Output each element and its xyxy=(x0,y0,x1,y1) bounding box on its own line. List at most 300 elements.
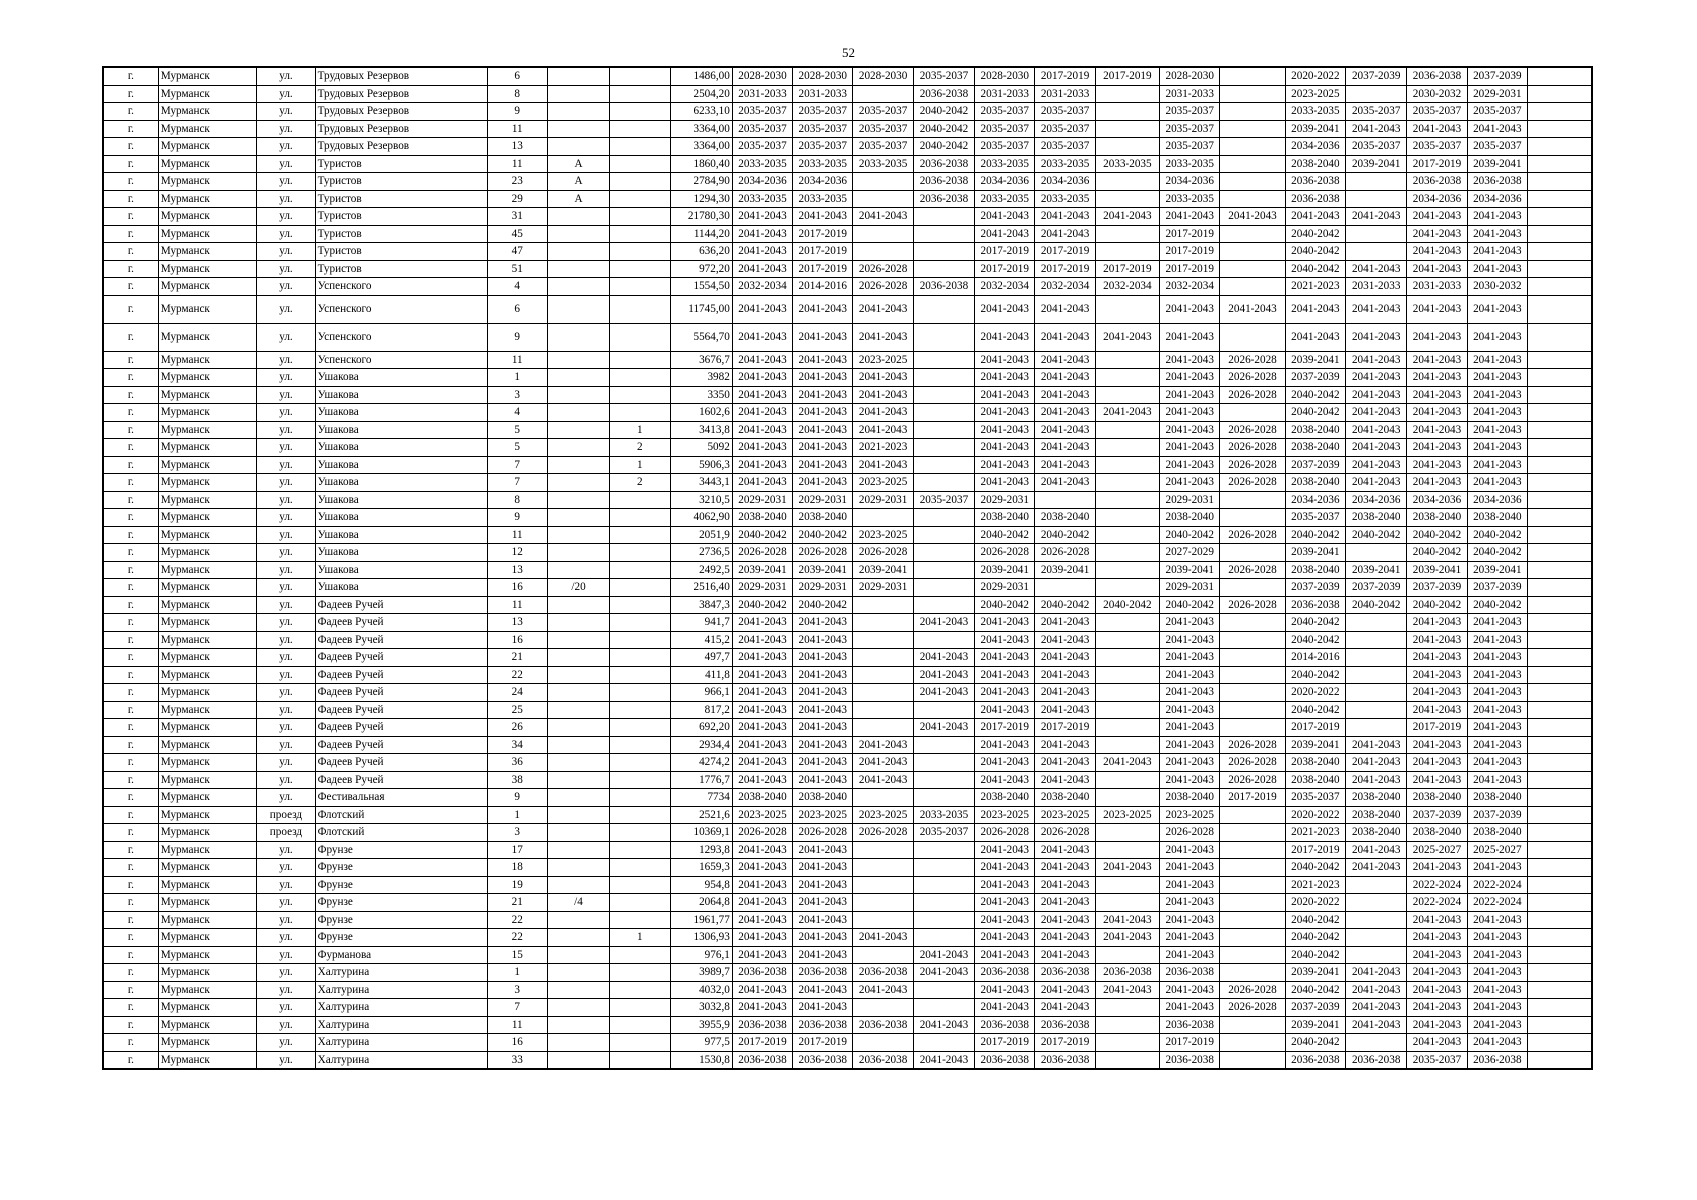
repair-period-cell: 2041-2043 xyxy=(975,295,1035,323)
repair-period-cell: 2041-2043 xyxy=(1407,225,1467,243)
repair-period-cell xyxy=(1220,323,1285,351)
repair-period-cell xyxy=(1220,666,1285,684)
repair-period-cell: 2020-2022 xyxy=(1285,894,1345,912)
house-letter-cell: А xyxy=(547,173,609,191)
repair-period-cell: 2040-2042 xyxy=(1285,666,1345,684)
area-cell: 2504,20 xyxy=(670,85,732,103)
repair-period-cell: 2041-2043 xyxy=(1035,439,1095,457)
city-cell: Мурманск xyxy=(158,579,257,597)
repair-period-cell xyxy=(1220,173,1285,191)
repair-period-cell xyxy=(1220,85,1285,103)
repair-period-cell: 2041-2043 xyxy=(1095,404,1159,422)
street-type-cell: ул. xyxy=(257,859,315,877)
repair-period-cell: 2040-2042 xyxy=(1285,946,1345,964)
repair-period-cell xyxy=(1346,243,1407,261)
repair-period-cell: 2041-2043 xyxy=(1467,631,1527,649)
house-letter-cell xyxy=(547,295,609,323)
area-cell: 3982 xyxy=(670,369,732,387)
settlement-type-cell: г. xyxy=(103,824,158,842)
settlement-type-cell: г. xyxy=(103,295,158,323)
city-cell: Мурманск xyxy=(158,323,257,351)
settlement-type-cell: г. xyxy=(103,456,158,474)
house-number-cell: 3 xyxy=(487,981,547,999)
repair-period-cell: 2017-2019 xyxy=(1220,789,1285,807)
street-name-cell: Фрунзе xyxy=(315,929,487,947)
empty-cell xyxy=(1527,859,1592,877)
repair-period-cell xyxy=(853,894,913,912)
repair-period-cell: 2041-2043 xyxy=(1407,295,1467,323)
repair-period-cell: 2041-2043 xyxy=(853,369,913,387)
settlement-type-cell: г. xyxy=(103,894,158,912)
repair-period-cell: 2040-2042 xyxy=(1467,544,1527,562)
table-row xyxy=(103,404,1592,422)
repair-period-cell xyxy=(1095,841,1159,859)
house-number-cell: 6 xyxy=(487,67,547,85)
building-cell xyxy=(610,1051,670,1069)
repair-period-cell: 2041-2043 xyxy=(793,684,853,702)
repair-period-cell xyxy=(913,474,974,492)
house-number-cell: 11 xyxy=(487,120,547,138)
repair-period-cell: 2038-2040 xyxy=(1467,509,1527,527)
table-row xyxy=(103,806,1592,824)
settlement-type-cell: г. xyxy=(103,649,158,667)
repair-period-cell xyxy=(1346,929,1407,947)
repair-period-cell xyxy=(1220,225,1285,243)
repair-period-cell xyxy=(1095,894,1159,912)
repair-period-cell: 2041-2043 xyxy=(1407,771,1467,789)
building-cell xyxy=(610,260,670,278)
repair-period-cell xyxy=(1095,946,1159,964)
repair-period-cell: 2041-2043 xyxy=(1467,929,1527,947)
repair-period-cell: 2034-2036 xyxy=(1346,491,1407,509)
repair-period-cell: 2034-2036 xyxy=(1407,190,1467,208)
street-type-cell: ул. xyxy=(257,1034,315,1052)
house-number-cell: 21 xyxy=(487,894,547,912)
repair-period-cell: 2041-2043 xyxy=(1407,421,1467,439)
settlement-type-cell: г. xyxy=(103,841,158,859)
repair-period-cell: 2040-2042 xyxy=(1346,526,1407,544)
repair-period-cell: 2041-2043 xyxy=(975,369,1035,387)
street-type-cell: ул. xyxy=(257,964,315,982)
settlement-type-cell: г. xyxy=(103,701,158,719)
building-cell xyxy=(610,806,670,824)
street-type-cell: ул. xyxy=(257,456,315,474)
repair-period-cell xyxy=(1220,190,1285,208)
street-type-cell: ул. xyxy=(257,929,315,947)
repair-period-cell: 2017-2019 xyxy=(793,260,853,278)
empty-cell xyxy=(1527,173,1592,191)
street-name-cell: Успенского xyxy=(315,295,487,323)
street-name-cell: Туристов xyxy=(315,155,487,173)
repair-period-cell: 2041-2043 xyxy=(1160,876,1220,894)
repair-period-cell: 2041-2043 xyxy=(1346,120,1407,138)
house-letter-cell xyxy=(547,684,609,702)
empty-cell xyxy=(1527,999,1592,1017)
repair-period-cell: 2041-2043 xyxy=(1407,1016,1467,1034)
area-cell: 1776,7 xyxy=(670,771,732,789)
house-number-cell: 3 xyxy=(487,386,547,404)
repair-period-cell: 2041-2043 xyxy=(1160,911,1220,929)
repair-period-cell: 2036-2038 xyxy=(1035,1051,1095,1069)
repair-period-cell xyxy=(1220,278,1285,296)
repair-period-cell: 2041-2043 xyxy=(1467,614,1527,632)
empty-cell xyxy=(1527,295,1592,323)
repair-period-cell: 2041-2043 xyxy=(793,666,853,684)
repair-period-cell xyxy=(853,173,913,191)
settlement-type-cell: г. xyxy=(103,946,158,964)
house-letter-cell xyxy=(547,561,609,579)
settlement-type-cell: г. xyxy=(103,351,158,369)
repair-period-cell: 2041-2043 xyxy=(793,911,853,929)
repair-period-cell: 2035-2037 xyxy=(1285,789,1345,807)
building-cell xyxy=(610,173,670,191)
repair-period-cell xyxy=(1095,120,1159,138)
repair-period-cell: 2026-2028 xyxy=(853,544,913,562)
table-row xyxy=(103,666,1592,684)
repair-period-cell: 2041-2043 xyxy=(975,631,1035,649)
city-cell: Мурманск xyxy=(158,876,257,894)
empty-cell xyxy=(1527,649,1592,667)
repair-period-cell xyxy=(853,190,913,208)
house-letter-cell xyxy=(547,1051,609,1069)
street-name-cell: Фестивальная xyxy=(315,789,487,807)
repair-period-cell: 2017-2019 xyxy=(1095,260,1159,278)
repair-period-cell: 2039-2041 xyxy=(1285,1016,1345,1034)
repair-period-cell: 2014-2016 xyxy=(1285,649,1345,667)
street-type-cell: ул. xyxy=(257,155,315,173)
repair-period-cell: 2033-2035 xyxy=(1285,103,1345,121)
building-cell xyxy=(610,323,670,351)
repair-period-cell: 2028-2030 xyxy=(1160,67,1220,85)
street-name-cell: Туристов xyxy=(315,173,487,191)
city-cell: Мурманск xyxy=(158,103,257,121)
repair-period-cell: 2030-2032 xyxy=(1407,85,1467,103)
street-name-cell: Фадеев Ручей xyxy=(315,719,487,737)
repair-period-cell: 2021-2023 xyxy=(853,439,913,457)
street-name-cell: Ушакова xyxy=(315,404,487,422)
repair-period-cell: 2041-2043 xyxy=(975,841,1035,859)
house-letter-cell xyxy=(547,876,609,894)
settlement-type-cell: г. xyxy=(103,260,158,278)
repair-period-cell: 2035-2037 xyxy=(732,138,792,156)
repair-period-cell: 2023-2025 xyxy=(853,474,913,492)
repair-period-cell xyxy=(1095,85,1159,103)
city-cell: Мурманск xyxy=(158,155,257,173)
repair-period-cell: 2017-2019 xyxy=(1407,719,1467,737)
repair-period-cell: 2041-2043 xyxy=(793,351,853,369)
street-name-cell: Трудовых Резервов xyxy=(315,120,487,138)
table-row xyxy=(103,719,1592,737)
repair-period-cell: 2035-2037 xyxy=(1035,103,1095,121)
street-name-cell: Флотский xyxy=(315,824,487,842)
table-row xyxy=(103,736,1592,754)
table-row xyxy=(103,225,1592,243)
repair-period-cell: 2040-2042 xyxy=(1467,526,1527,544)
repair-period-cell: 2037-2039 xyxy=(1346,67,1407,85)
repair-period-cell: 2041-2043 xyxy=(1467,404,1527,422)
table-row xyxy=(103,351,1592,369)
repair-period-cell xyxy=(1035,491,1095,509)
repair-period-cell: 2017-2019 xyxy=(1095,67,1159,85)
repair-period-cell xyxy=(1220,876,1285,894)
repair-period-cell xyxy=(913,456,974,474)
repair-period-cell: 2040-2042 xyxy=(732,526,792,544)
repair-period-cell: 2041-2043 xyxy=(1407,386,1467,404)
repair-period-cell: 2041-2043 xyxy=(1467,911,1527,929)
repair-period-cell: 2041-2043 xyxy=(1346,386,1407,404)
settlement-type-cell: г. xyxy=(103,138,158,156)
repair-period-cell: 2038-2040 xyxy=(732,509,792,527)
repair-period-cell: 2041-2043 xyxy=(1346,323,1407,351)
street-type-cell: ул. xyxy=(257,404,315,422)
house-number-cell: 26 xyxy=(487,719,547,737)
area-cell: 2051,9 xyxy=(670,526,732,544)
house-letter-cell xyxy=(547,138,609,156)
house-letter-cell xyxy=(547,929,609,947)
repair-period-cell xyxy=(1220,701,1285,719)
house-number-cell: 33 xyxy=(487,1051,547,1069)
repair-period-cell: 2039-2041 xyxy=(1285,351,1345,369)
repair-period-cell: 2037-2039 xyxy=(1407,806,1467,824)
repair-period-cell: 2041-2043 xyxy=(1346,964,1407,982)
table-row xyxy=(103,824,1592,842)
street-name-cell: Трудовых Резервов xyxy=(315,85,487,103)
empty-cell xyxy=(1527,243,1592,261)
empty-cell xyxy=(1527,946,1592,964)
repair-period-cell: 2032-2034 xyxy=(1095,278,1159,296)
city-cell: Мурманск xyxy=(158,526,257,544)
repair-period-cell: 2021-2023 xyxy=(1285,278,1345,296)
house-number-cell: 11 xyxy=(487,351,547,369)
table-row xyxy=(103,614,1592,632)
area-cell: 1554,50 xyxy=(670,278,732,296)
house-letter-cell xyxy=(547,103,609,121)
repair-period-cell xyxy=(913,509,974,527)
repair-period-cell: 2041-2043 xyxy=(1467,208,1527,226)
area-cell: 954,8 xyxy=(670,876,732,894)
repair-period-cell: 2032-2034 xyxy=(732,278,792,296)
repair-period-cell: 2041-2043 xyxy=(1035,701,1095,719)
repair-period-cell xyxy=(1095,225,1159,243)
repair-period-cell xyxy=(1220,841,1285,859)
repair-period-cell: 2036-2038 xyxy=(913,190,974,208)
repair-period-cell xyxy=(853,841,913,859)
repair-period-cell: 2041-2043 xyxy=(1160,474,1220,492)
repair-period-cell: 2036-2038 xyxy=(853,964,913,982)
city-cell: Мурманск xyxy=(158,736,257,754)
settlement-type-cell: г. xyxy=(103,155,158,173)
repair-period-cell: 2023-2025 xyxy=(853,806,913,824)
city-cell: Мурманск xyxy=(158,190,257,208)
repair-period-cell: 2033-2035 xyxy=(975,155,1035,173)
area-cell: 3413,8 xyxy=(670,421,732,439)
repair-period-cell: 2041-2043 xyxy=(1346,369,1407,387)
house-number-cell: 9 xyxy=(487,509,547,527)
building-cell xyxy=(610,509,670,527)
settlement-type-cell: г. xyxy=(103,404,158,422)
area-cell: 3847,3 xyxy=(670,596,732,614)
house-letter-cell xyxy=(547,964,609,982)
house-number-cell: 21 xyxy=(487,649,547,667)
repair-period-cell: 2039-2041 xyxy=(1285,120,1345,138)
street-name-cell: Ушакова xyxy=(315,491,487,509)
street-type-cell: ул. xyxy=(257,1016,315,1034)
table-row xyxy=(103,754,1592,772)
repair-period-cell: 2041-2043 xyxy=(1346,771,1407,789)
repair-period-cell: 2029-2031 xyxy=(732,579,792,597)
repair-period-cell: 2041-2043 xyxy=(1160,771,1220,789)
house-letter-cell xyxy=(547,85,609,103)
building-cell xyxy=(610,859,670,877)
repair-period-cell: 2041-2043 xyxy=(793,841,853,859)
area-cell: 3210,5 xyxy=(670,491,732,509)
house-letter-cell xyxy=(547,544,609,562)
table-row xyxy=(103,120,1592,138)
area-cell: 2064,8 xyxy=(670,894,732,912)
repair-period-cell: 2035-2037 xyxy=(793,120,853,138)
building-cell xyxy=(610,138,670,156)
repair-period-cell: 2041-2043 xyxy=(732,631,792,649)
table-row xyxy=(103,474,1592,492)
empty-cell xyxy=(1527,155,1592,173)
repair-period-cell: 2041-2043 xyxy=(793,208,853,226)
repair-period-cell: 2038-2040 xyxy=(1346,806,1407,824)
repair-period-cell xyxy=(1095,701,1159,719)
repair-period-cell xyxy=(1220,824,1285,842)
repair-period-cell xyxy=(1346,544,1407,562)
repair-period-cell xyxy=(1095,295,1159,323)
repair-period-cell: 2041-2043 xyxy=(1407,614,1467,632)
repair-period-cell: 2041-2043 xyxy=(1160,841,1220,859)
street-name-cell: Ушакова xyxy=(315,386,487,404)
repair-period-cell: 2029-2031 xyxy=(732,491,792,509)
house-number-cell: 1 xyxy=(487,806,547,824)
street-type-cell: ул. xyxy=(257,544,315,562)
repair-period-cell xyxy=(913,859,974,877)
area-cell: 415,2 xyxy=(670,631,732,649)
repair-period-cell: 2036-2038 xyxy=(1035,964,1095,982)
house-letter-cell xyxy=(547,824,609,842)
empty-cell xyxy=(1527,806,1592,824)
settlement-type-cell: г. xyxy=(103,120,158,138)
repair-period-cell: 2041-2043 xyxy=(975,474,1035,492)
repair-period-cell xyxy=(1220,243,1285,261)
repair-period-cell: 2041-2043 xyxy=(975,225,1035,243)
table-row xyxy=(103,323,1592,351)
repair-period-cell: 2017-2019 xyxy=(975,1034,1035,1052)
house-number-cell: 7 xyxy=(487,474,547,492)
repair-period-cell: 2041-2043 xyxy=(853,754,913,772)
repair-period-cell: 2041-2043 xyxy=(853,736,913,754)
house-number-cell: 29 xyxy=(487,190,547,208)
repair-period-cell: 2017-2019 xyxy=(1160,1034,1220,1052)
repair-period-cell: 2035-2037 xyxy=(1160,120,1220,138)
repair-period-cell: 2037-2039 xyxy=(1346,579,1407,597)
city-cell: Мурманск xyxy=(158,474,257,492)
repair-period-cell: 2041-2043 xyxy=(1095,929,1159,947)
settlement-type-cell: г. xyxy=(103,67,158,85)
repair-period-cell: 2040-2042 xyxy=(975,526,1035,544)
street-type-cell: ул. xyxy=(257,701,315,719)
repair-period-cell: 2023-2025 xyxy=(975,806,1035,824)
house-letter-cell xyxy=(547,999,609,1017)
repair-period-cell: 2036-2038 xyxy=(793,1051,853,1069)
street-type-cell: ул. xyxy=(257,666,315,684)
repair-period-cell: 2041-2043 xyxy=(793,421,853,439)
repair-period-cell: 2041-2043 xyxy=(975,894,1035,912)
table-row xyxy=(103,1016,1592,1034)
repair-period-cell: 2041-2043 xyxy=(975,323,1035,351)
repair-period-cell: 2040-2042 xyxy=(975,596,1035,614)
house-letter-cell xyxy=(547,841,609,859)
repair-period-cell: 2041-2043 xyxy=(732,474,792,492)
repair-period-cell xyxy=(853,631,913,649)
house-number-cell: 51 xyxy=(487,260,547,278)
repair-period-cell: 2040-2042 xyxy=(1285,701,1345,719)
repair-period-cell: 2041-2043 xyxy=(1346,981,1407,999)
repair-period-cell: 2017-2019 xyxy=(1160,260,1220,278)
repair-period-cell: 2029-2031 xyxy=(1467,85,1527,103)
repair-period-cell: 2041-2043 xyxy=(853,981,913,999)
repair-period-cell: 2025-2027 xyxy=(1467,841,1527,859)
repair-period-cell: 2034-2036 xyxy=(975,173,1035,191)
repair-period-cell xyxy=(1220,859,1285,877)
house-number-cell: 7 xyxy=(487,999,547,1017)
street-type-cell: ул. xyxy=(257,736,315,754)
repair-period-cell: 2041-2043 xyxy=(793,295,853,323)
repair-period-cell: 2041-2043 xyxy=(913,946,974,964)
settlement-type-cell: г. xyxy=(103,754,158,772)
building-cell xyxy=(610,190,670,208)
repair-period-cell xyxy=(913,439,974,457)
repair-period-cell: 2041-2043 xyxy=(1035,999,1095,1017)
repair-period-cell xyxy=(1095,614,1159,632)
repair-period-cell xyxy=(853,1034,913,1052)
repair-period-cell: 2035-2037 xyxy=(975,120,1035,138)
repair-period-cell: 2036-2038 xyxy=(1346,1051,1407,1069)
repair-period-cell xyxy=(853,859,913,877)
street-type-cell: ул. xyxy=(257,421,315,439)
repair-period-cell: 2041-2043 xyxy=(1346,1016,1407,1034)
building-cell xyxy=(610,824,670,842)
repair-period-cell xyxy=(1095,369,1159,387)
settlement-type-cell: г. xyxy=(103,929,158,947)
empty-cell xyxy=(1527,754,1592,772)
house-number-cell: 22 xyxy=(487,911,547,929)
repair-period-cell: 2039-2041 xyxy=(1285,736,1345,754)
house-number-cell: 23 xyxy=(487,173,547,191)
repair-period-cell: 2041-2043 xyxy=(1035,876,1095,894)
repair-period-cell xyxy=(1095,824,1159,842)
city-cell: Мурманск xyxy=(158,929,257,947)
settlement-type-cell: г. xyxy=(103,876,158,894)
repair-period-cell: 2041-2043 xyxy=(975,404,1035,422)
repair-period-cell: 2041-2043 xyxy=(1035,295,1095,323)
repair-period-cell: 2041-2043 xyxy=(1346,456,1407,474)
empty-cell xyxy=(1527,456,1592,474)
repair-period-cell: 2041-2043 xyxy=(913,1016,974,1034)
repair-period-cell: 2033-2035 xyxy=(732,155,792,173)
repair-period-cell: 2041-2043 xyxy=(1035,911,1095,929)
repair-period-cell xyxy=(1220,964,1285,982)
repair-period-cell: 2041-2043 xyxy=(1035,841,1095,859)
house-letter-cell xyxy=(547,351,609,369)
repair-period-cell: 2041-2043 xyxy=(1407,946,1467,964)
repair-period-cell xyxy=(913,421,974,439)
area-cell: 3364,00 xyxy=(670,138,732,156)
house-number-cell: 11 xyxy=(487,526,547,544)
table-row xyxy=(103,561,1592,579)
